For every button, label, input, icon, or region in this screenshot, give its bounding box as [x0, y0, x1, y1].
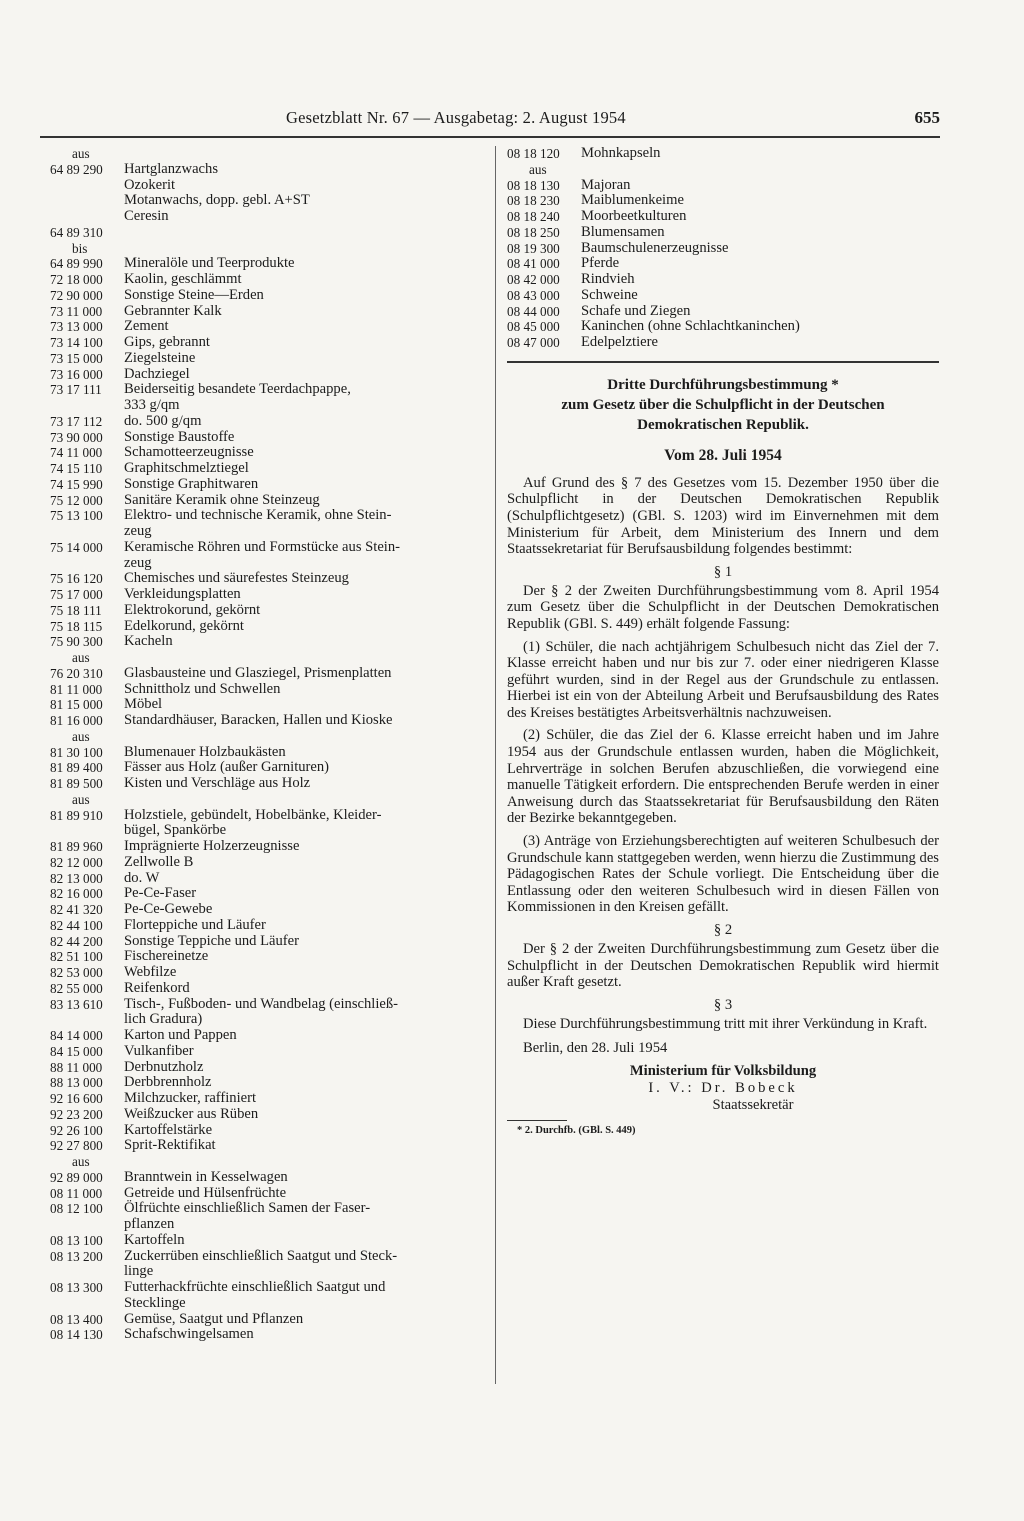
entry-description: Elektro- und technische Keramik, ohne Stein-	[124, 507, 392, 524]
entry-description: Ceresin	[124, 208, 169, 224]
list-entry	[50, 587, 486, 603]
list-entry	[50, 493, 486, 509]
entry-code: 82 12 000	[50, 854, 103, 870]
list-entry	[50, 178, 486, 194]
entry-code: 81 30 100	[50, 744, 103, 760]
list-entry	[50, 398, 486, 414]
list-entry	[50, 776, 486, 792]
entry-description: Kisten und Verschläge aus Holz	[124, 775, 311, 791]
list-entry	[50, 1012, 486, 1028]
entry-description: Zuckerrüben einschließlich Saatgut und Steck-	[124, 1247, 398, 1264]
page-number: 655	[914, 108, 940, 127]
right-column	[507, 146, 939, 1136]
list-entry	[50, 430, 486, 446]
list-entry	[50, 146, 486, 162]
list-entry	[50, 508, 486, 524]
section-1-paragraph-1: (1) Schüler, die nach achtjährigem Schulbesuch nicht das Ziel der 7. Klasse erreicht haben und nur bis zur 7. oder einer niedrigeren Klasse geführt wurden, sind in der Regel aus der Grundschule zu entlassen. Hierbei ist ein von der Abteilung Arbeit und Berufsausbildung des Rates des Kreises bestätigtes Arbeitsverhältnis nachzuweisen.	[507, 638, 939, 721]
entry-code: 74 15 110	[50, 461, 103, 476]
list-entry	[50, 855, 486, 871]
list-entry	[50, 524, 486, 540]
list-entry	[50, 1075, 486, 1091]
entry-code: 08 18 250	[507, 224, 560, 240]
list-entry	[507, 146, 939, 162]
entry-description: Tisch-, Fußboden- und Wandbelag (einschließ-	[124, 995, 399, 1012]
entry-description: Baumschulenerzeugnisse	[581, 239, 729, 256]
place-date: Berlin, den 28. Juli 1954	[523, 1040, 668, 1057]
list-entry	[50, 666, 486, 682]
entry-code: 92 26 100	[50, 1122, 103, 1138]
entry-description: Keramische Röhren und Formstücke aus Stein-	[124, 538, 401, 555]
entry-description: Graphitschmelztiegel	[124, 460, 249, 476]
entry-description: linge	[124, 1263, 154, 1280]
entry-code: 08 42 000	[507, 272, 560, 287]
list-entry	[50, 414, 486, 430]
list-entry	[50, 1170, 486, 1186]
section-1-paragraph-2: (2) Schüler, die das Ziel der 6. Klasse erreicht haben und im Jahre 1954 aus der Grundschule entlassen wurden, haben die Möglichkeit, Lehrverträge in solchen Berufen abzuschließen, die vorwiegend eine manuelle Tätigkeit erfordern. Die entsprechenden Berufe werden in einer Anweisung durch das Staatssekretariat für Berufsausbildung den Räten der Bezirke bekanntgegeben.	[507, 727, 939, 827]
footnote-rule	[507, 1120, 567, 1121]
entry-code: aus	[72, 791, 90, 807]
entry-description: Florteppiche und Läufer	[124, 916, 266, 933]
list-entry	[50, 367, 486, 383]
entry-code: aus	[72, 728, 90, 744]
entry-description: Beiderseitig besandete Teerdachpappe,	[124, 381, 351, 398]
entry-description: Edelkorund, gekörnt	[124, 617, 244, 634]
entry-code: 82 53 000	[50, 965, 103, 980]
entry-description: Branntwein in Kesselwagen	[124, 1168, 288, 1185]
right-column-list	[507, 146, 939, 351]
entry-description: Sonstige Graphitwaren	[124, 475, 259, 492]
entry-description: Pe-Ce-Faser	[124, 885, 197, 902]
list-entry	[50, 902, 486, 918]
list-entry	[50, 1060, 486, 1076]
list-entry	[50, 713, 486, 729]
list-entry	[50, 1312, 486, 1328]
entry-description: Kacheln	[124, 633, 173, 650]
entry-code: 75 14 000	[50, 539, 103, 555]
list-entry	[507, 162, 939, 178]
ordinance-date: Vom 28. Juli 1954	[664, 446, 782, 464]
entry-code: 73 17 111	[50, 382, 102, 398]
entry-code: 81 89 960	[50, 839, 103, 854]
list-entry	[507, 288, 939, 304]
entry-description: Blumensamen	[581, 223, 665, 240]
list-entry	[50, 886, 486, 902]
entry-description: Stecklinge	[124, 1294, 186, 1311]
entry-description: Schafschwingelsamen	[124, 1326, 254, 1343]
entry-description: Ölfrüchte einschließlich Samen der Faser-	[124, 1200, 371, 1217]
entry-code: 81 16 000	[50, 713, 103, 728]
entry-code: 82 55 000	[50, 980, 103, 996]
list-entry	[50, 682, 486, 698]
entry-description: Hartglanzwachs	[124, 160, 219, 177]
section-rule	[507, 361, 939, 363]
entry-description: Chemisches und säurefestes Steinzeug	[124, 570, 349, 587]
entry-description: Reifenkord	[124, 979, 190, 996]
entry-code: 08 19 300	[507, 240, 560, 256]
list-entry	[507, 178, 939, 194]
heading-line-1: Dritte Durchführungsbestimmung *	[607, 376, 839, 393]
list-entry	[507, 209, 939, 225]
section-3-text: Diese Durchführungsbestimmung tritt mit ihrer Verkündung in Kraft.	[523, 1015, 928, 1032]
entry-description: Derbbrennholz	[124, 1074, 212, 1091]
list-entry	[50, 760, 486, 776]
list-entry	[50, 461, 486, 477]
list-entry	[50, 619, 486, 635]
list-entry	[50, 445, 486, 461]
entry-description: Gips, gebrannt	[124, 334, 210, 350]
entry-code: 83 13 610	[50, 996, 103, 1012]
entry-description: Majoran	[581, 176, 631, 193]
list-entry	[50, 871, 486, 887]
entry-description: Mineralöle und Teerprodukte	[124, 255, 295, 272]
entry-description: Blumenauer Holzbaukästen	[124, 743, 286, 760]
entry-description: Schnittholz und Schwellen	[124, 680, 281, 697]
footnote: * 2. Durchfb. (GBl. S. 449)	[517, 1124, 636, 1136]
section-1-intro: Der § 2 der Zweiten Durchführungsbestimmung vom 8. April 1954 zum Gesetz über die Schulpflicht in der Deutschen Demokratischen Republik (GBl. S. 449) erhält folgende Fassung:	[507, 582, 939, 632]
list-entry	[50, 1327, 486, 1343]
entry-code: 73 16 000	[50, 366, 103, 382]
entry-description: Kartoffeln	[124, 1231, 185, 1248]
list-entry	[50, 839, 486, 855]
entry-code: 64 89 990	[50, 256, 103, 272]
entry-code: 75 12 000	[50, 492, 103, 508]
entry-description: Pe-Ce-Gewebe	[124, 901, 213, 917]
list-entry	[50, 808, 486, 824]
entry-description: lich Gradura)	[124, 1011, 203, 1028]
list-entry	[50, 981, 486, 997]
list-entry	[50, 949, 486, 965]
entry-description: Sonstige Steine—Erden	[124, 286, 264, 303]
list-entry	[50, 162, 486, 178]
section-1-title: § 1	[713, 563, 733, 580]
list-entry	[50, 1044, 486, 1060]
heading-line-3: Demokratischen Republik.	[637, 416, 809, 433]
entry-code: 82 13 000	[50, 870, 103, 886]
entry-description: Gemüse, Saatgut und Pflanzen	[124, 1310, 304, 1327]
entry-code: 73 17 112	[50, 413, 103, 429]
list-entry	[50, 304, 486, 320]
entry-code: 82 51 100	[50, 949, 103, 965]
left-column-list	[50, 146, 486, 1343]
list-entry	[50, 1091, 486, 1107]
heading-line-2: zum Gesetz über die Schulpflicht in der Deutschen	[561, 396, 885, 413]
entry-description: Fischereinetze	[124, 948, 209, 965]
entry-code: 08 41 000	[507, 256, 560, 272]
list-entry	[507, 335, 939, 351]
entry-code: 08 13 300	[50, 1280, 103, 1295]
entry-description: Möbel	[124, 696, 163, 713]
entry-code: 92 89 000	[50, 1169, 103, 1185]
list-entry	[50, 1186, 486, 1202]
entry-code: 75 16 120	[50, 571, 103, 587]
entry-description: Zellwolle B	[124, 853, 194, 870]
signature-name: I. V.: Dr. Bobeck	[648, 1079, 798, 1096]
list-entry	[50, 918, 486, 934]
entry-code: 81 89 400	[50, 760, 103, 776]
list-entry	[50, 634, 486, 650]
entry-code: 82 16 000	[50, 886, 103, 902]
entry-description: zeug	[124, 523, 152, 539]
list-entry	[50, 650, 486, 666]
entry-code: 82 44 100	[50, 917, 103, 933]
entry-description: Standardhäuser, Baracken, Hallen und Kioske	[124, 712, 393, 728]
section-3-title: § 3	[713, 996, 733, 1013]
entry-code: 08 11 000	[50, 1185, 103, 1201]
section-1-paragraph-3: (3) Anträge von Erziehungsberechtigten auf weiteren Schulbesuch der Grundschule kann stattgegeben werden, wenn hierzu die Zustimmung des Pädagogischen Rates der Schule vorliegt. Die Entscheidung über die Entlassung oder den weiteren Schulbesuch wird in diesen Fällen von Kommissionen in den Kreisen gefällt.	[507, 833, 939, 916]
entry-code: 08 13 100	[50, 1232, 103, 1248]
entry-description: Pferde	[581, 255, 620, 272]
entry-code: 64 89 310	[50, 224, 103, 240]
list-entry	[50, 997, 486, 1013]
list-entry	[507, 304, 939, 320]
list-entry	[50, 1296, 486, 1312]
entry-description: Kaninchen (ohne Schlachtkaninchen)	[581, 318, 800, 335]
list-entry	[50, 1217, 486, 1233]
entry-description: Ziegelsteine	[124, 349, 196, 366]
entry-description: Derbnutzholz	[124, 1058, 204, 1075]
entry-code: 08 13 200	[50, 1248, 103, 1264]
entry-code: 75 17 000	[50, 587, 103, 602]
entry-code: 08 47 000	[507, 335, 560, 350]
list-entry	[50, 319, 486, 335]
list-entry	[50, 1280, 486, 1296]
entry-description: Glasbausteine und Glasziegel, Prismenplatten	[124, 664, 392, 681]
entry-code: 08 18 130	[507, 177, 560, 193]
entry-code: 08 12 100	[50, 1201, 103, 1217]
entry-description: Getreide und Hülsenfrüchte	[124, 1184, 287, 1201]
entry-description: Schafe und Ziegen	[581, 302, 691, 319]
entry-code: 08 43 000	[507, 287, 560, 303]
entry-description: Sanitäre Keramik ohne Steinzeug	[124, 491, 320, 508]
entry-description: Motanwachs, dopp. gebl. A+ST	[124, 192, 310, 209]
list-entry	[50, 697, 486, 713]
entry-code: 75 90 300	[50, 634, 103, 650]
list-entry	[507, 256, 939, 272]
list-entry	[50, 1233, 486, 1249]
gazette-title: Gesetzblatt Nr. 67 — Ausgabetag: 2. August 1954	[286, 108, 626, 127]
entry-description: Schweine	[581, 286, 638, 303]
list-entry	[50, 540, 486, 556]
list-entry	[507, 225, 939, 241]
entry-description: Kartoffelstärke	[124, 1121, 213, 1138]
preamble: Auf Grund des § 7 des Gesetzes vom 15. Dezember 1950 über die Schulpflicht in der Deutschen Demokratischen Republik (Schulpflichtgesetz) (GBl. S. 1203) wird im Einvernehmen mit dem Ministerium für Arbeit, dem Ministerium des Innern und dem Staatssekretariat für Berufsausbildung folgendes bestimmt:	[507, 474, 939, 558]
header-rule	[40, 136, 940, 138]
list-entry	[50, 335, 486, 351]
list-entry	[50, 477, 486, 493]
entry-description: Moorbeetkulturen	[581, 208, 687, 224]
entry-description: Sonstige Teppiche und Läufer	[124, 932, 300, 949]
entry-description: Edelpelztiere	[581, 334, 658, 350]
entry-code: 08 45 000	[507, 319, 560, 335]
entry-code: 64 89 290	[50, 161, 103, 177]
signature-ministry: Ministerium für Volksbildung	[629, 1062, 817, 1079]
entry-code: 76 20 310	[50, 665, 103, 681]
entry-code: 92 16 600	[50, 1091, 103, 1106]
list-entry	[50, 1249, 486, 1265]
entry-code: 92 23 200	[50, 1106, 103, 1122]
list-entry	[50, 241, 486, 257]
list-entry	[50, 1138, 486, 1154]
entry-code: 92 27 800	[50, 1138, 103, 1154]
entry-description: Holzstiele, gebündelt, Hobelbänke, Kleider-	[124, 806, 382, 823]
entry-description: Elektrokorund, gekörnt	[124, 601, 261, 618]
list-entry	[50, 225, 486, 241]
entry-description: Imprägnierte Holzerzeugnisse	[124, 838, 300, 854]
list-entry	[50, 965, 486, 981]
ordinance-heading	[507, 375, 939, 435]
entry-code: aus	[529, 161, 547, 177]
list-entry	[50, 603, 486, 619]
entry-code: 08 13 400	[50, 1311, 103, 1327]
entry-code: 88 11 000	[50, 1059, 103, 1075]
entry-description: Dachziegel	[124, 365, 190, 382]
entry-description: Fässer aus Holz (außer Garnituren)	[124, 759, 330, 776]
list-entry	[50, 1264, 486, 1280]
list-entry	[50, 209, 486, 225]
entry-description: 333 g/qm	[124, 397, 180, 413]
entry-description: do. W	[124, 869, 160, 886]
entry-code: 08 18 240	[507, 209, 560, 224]
list-entry	[50, 256, 486, 272]
list-entry	[507, 241, 939, 257]
list-entry	[50, 729, 486, 745]
entry-code: 84 15 000	[50, 1043, 103, 1059]
entry-description: Futterhackfrüchte einschließlich Saatgut und	[124, 1279, 386, 1295]
entry-code: 74 15 990	[50, 476, 103, 492]
entry-code: 75 18 111	[50, 602, 102, 618]
entry-description: Weißzucker aus Rüben	[124, 1105, 259, 1122]
signature-title: Staatssekretär	[712, 1096, 794, 1113]
entry-code: 08 18 120	[507, 146, 560, 161]
entry-description: Sprit-Rektifikat	[124, 1137, 216, 1154]
entry-code: 74 11 000	[50, 445, 103, 461]
entry-code: 88 13 000	[50, 1075, 103, 1091]
list-entry	[50, 1123, 486, 1139]
entry-description: Milchzucker, raffiniert	[124, 1090, 257, 1106]
list-entry	[50, 288, 486, 304]
entry-code: 73 11 000	[50, 303, 103, 319]
entry-description: Webfilze	[124, 964, 177, 980]
entry-description: Kaolin, geschlämmt	[124, 271, 242, 287]
column-divider	[495, 146, 496, 1384]
entry-code: 81 89 500	[50, 776, 103, 791]
entry-code: 73 13 000	[50, 319, 103, 335]
list-entry	[50, 571, 486, 587]
list-entry	[507, 319, 939, 335]
entry-description: Karton und Pappen	[124, 1027, 237, 1043]
list-entry	[507, 272, 939, 288]
entry-code: 82 44 200	[50, 933, 103, 949]
list-entry	[50, 823, 486, 839]
entry-description: do. 500 g/qm	[124, 412, 202, 429]
entry-description: zeug	[124, 554, 152, 571]
entry-code: 75 18 115	[50, 618, 103, 634]
entry-description: Vulkanfiber	[124, 1042, 194, 1059]
entry-code: aus	[72, 650, 90, 665]
list-entry	[50, 792, 486, 808]
entry-code: 82 41 320	[50, 902, 103, 917]
entry-code: bis	[72, 240, 88, 256]
list-entry	[50, 1201, 486, 1217]
entry-code: aus	[72, 146, 90, 161]
entry-description: Schamotteerzeugnisse	[124, 444, 254, 461]
entry-code: 72 90 000	[50, 287, 103, 303]
list-entry	[50, 1107, 486, 1123]
entry-description: pflanzen	[124, 1216, 175, 1232]
entry-code: 75 13 100	[50, 508, 103, 524]
list-entry	[507, 193, 939, 209]
section-2-title: § 2	[713, 922, 733, 938]
entry-description: bügel, Spankörbe	[124, 822, 227, 839]
entry-description: Rindvieh	[581, 271, 635, 287]
entry-code: 72 18 000	[50, 272, 103, 287]
page-header	[90, 108, 940, 130]
entry-code: 08 44 000	[507, 303, 560, 319]
list-entry	[50, 934, 486, 950]
entry-description: Maiblumenkeime	[581, 192, 684, 209]
entry-code: 08 18 230	[507, 193, 560, 209]
entry-description: Sonstige Baustoffe	[124, 428, 235, 445]
entry-code: 73 14 100	[50, 335, 103, 350]
list-entry	[50, 351, 486, 367]
entry-code: 73 15 000	[50, 350, 103, 366]
entry-code: 73 90 000	[50, 429, 103, 445]
entry-code: 08 14 130	[50, 1327, 103, 1343]
entry-code: aus	[72, 1154, 90, 1169]
entry-code: 81 11 000	[50, 681, 103, 697]
list-entry	[50, 1154, 486, 1170]
signature-block	[507, 1063, 939, 1114]
entry-description: Ozokerit	[124, 176, 176, 193]
list-entry	[50, 1028, 486, 1044]
entry-code: 81 15 000	[50, 697, 103, 713]
list-entry	[50, 382, 486, 398]
list-entry	[50, 745, 486, 761]
entry-code: 81 89 910	[50, 807, 103, 823]
section-2-text: Der § 2 der Zweiten Durchführungsbestimmung zum Gesetz über die Schulpflicht in der Deutschen Demokratischen Republik wird hiermit außer Kraft gesetzt.	[507, 941, 939, 991]
entry-description: Zement	[124, 318, 169, 335]
list-entry	[50, 193, 486, 209]
entry-description: Verkleidungsplatten	[124, 586, 241, 602]
list-entry	[50, 272, 486, 288]
entry-description: Gebrannter Kalk	[124, 302, 222, 319]
list-entry	[50, 556, 486, 572]
entry-code: 84 14 000	[50, 1028, 103, 1043]
entry-description: Mohnkapseln	[581, 145, 661, 161]
